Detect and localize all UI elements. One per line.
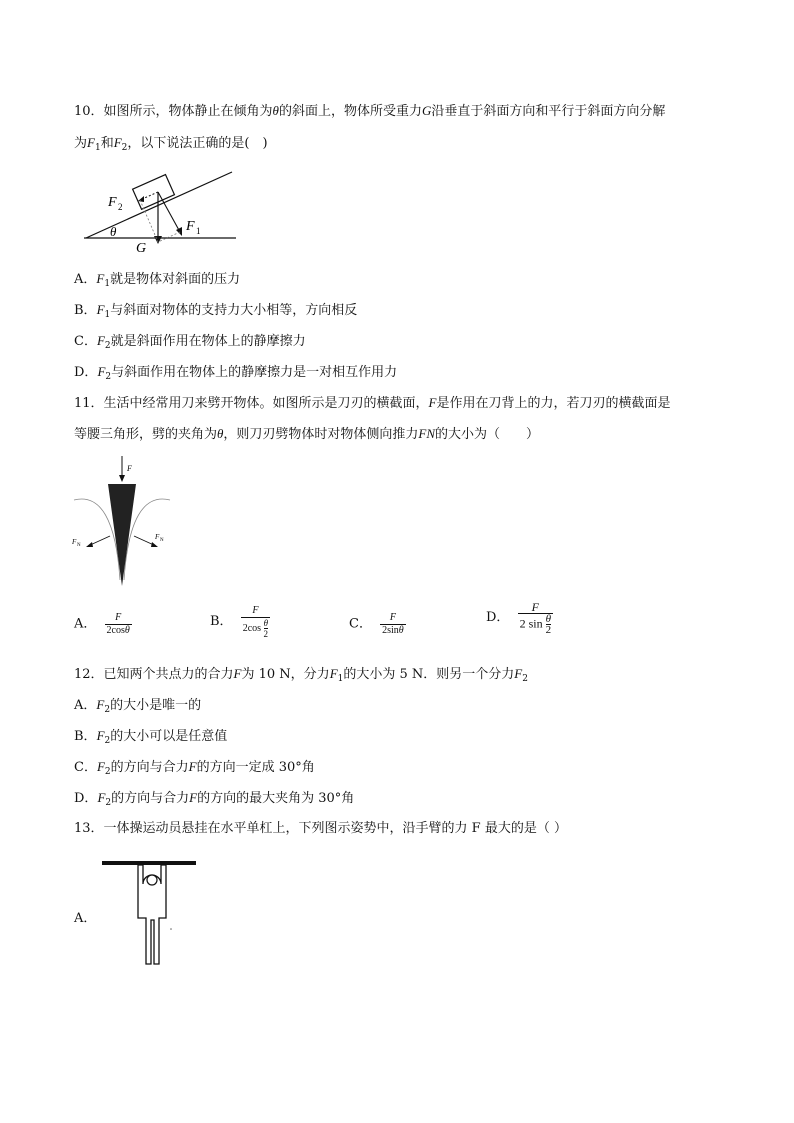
blade xyxy=(108,484,136,586)
label-f: F xyxy=(127,464,132,473)
svg-text:N: N xyxy=(160,538,164,543)
q11-stem-line1: 11．生活中经常用刀来劈开物体。如图所示是刀刃的横截面，F是作用在刀背上的力，若刀刃的横截面是 xyxy=(74,395,671,411)
label-theta: θ xyxy=(110,224,117,239)
label-fn-left: F xyxy=(72,538,77,546)
q12-stem: 12．已知两个共点力的合力F为 10 N，分力$F_1$的大小为 5 N．则另一个分力$F_2$ xyxy=(74,666,528,684)
q13-stem: 13．一体操运动员悬挂在水平单杠上，下列图示姿势中，沿手臂的力 F 最大的是（ ） xyxy=(74,821,567,836)
q11-option-a: A． $\frac{F}{2\cos\theta}$ xyxy=(74,612,130,636)
f1-arrow xyxy=(158,192,180,232)
knife-figure xyxy=(70,450,174,590)
q11-option-d: D． F 2 sin $\frac{\theta}{2}$ xyxy=(486,600,552,636)
gymnast-head xyxy=(147,875,157,885)
horizontal-bar xyxy=(102,861,196,865)
q10-option-b: B．$F_1$与斜面对物体的支持力大小相等，方向相反 xyxy=(74,302,358,320)
label-f2: F xyxy=(108,195,117,210)
q10-stem-line1: 10．如图所示，物体静止在倾角为θ的斜面上，物体所受重力G沿垂直于斜面方向和平行于斜面方向分解 xyxy=(74,103,666,119)
q11-option-b: B． F 2cos $\frac{\theta}{2}$ xyxy=(210,605,269,639)
q12-option-d: D．$F_2$的方向与合力F的方向的最大夹角为 30°角 xyxy=(74,790,355,808)
q12-option-c: C．$F_2$的方向与合力F的方向一定成 30°角 xyxy=(74,759,315,777)
svg-text:2: 2 xyxy=(118,202,123,212)
q10-option-a: A．$F_1$就是物体对斜面的压力 xyxy=(74,271,241,289)
q10-stem-line2: 为$F_1$和$F_2$，以下说法正确的是( ) xyxy=(74,135,268,153)
q10-option-d: D．$F_2$与斜面作用在物体上的静摩擦力是一对相互作用力 xyxy=(74,364,398,382)
svg-text:1: 1 xyxy=(196,226,201,236)
gymnast-figure xyxy=(100,858,200,970)
q13-option-a-label: A． xyxy=(74,911,97,926)
q10-option-c: C．$F_2$就是斜面作用在物体上的静摩擦力 xyxy=(74,333,306,351)
q11-option-c: C． $\frac{F}{2\sin\theta}$ xyxy=(349,612,404,636)
q11-stem-line2: 等腰三角形，劈的夹角为θ，则刀刃劈物体时对物体侧向推力FN的大小为（ ） xyxy=(74,426,540,442)
block xyxy=(133,175,175,210)
q12-option-a: A．$F_2$的大小是唯一的 xyxy=(74,697,202,715)
label-g: G xyxy=(136,241,147,256)
label-f1: F xyxy=(186,219,195,234)
q12-option-b: B．$F_2$的大小可以是任意值 xyxy=(74,728,228,746)
svg-text:N: N xyxy=(77,543,81,548)
label-fn-right: F xyxy=(155,533,160,541)
incline-figure xyxy=(80,164,240,256)
